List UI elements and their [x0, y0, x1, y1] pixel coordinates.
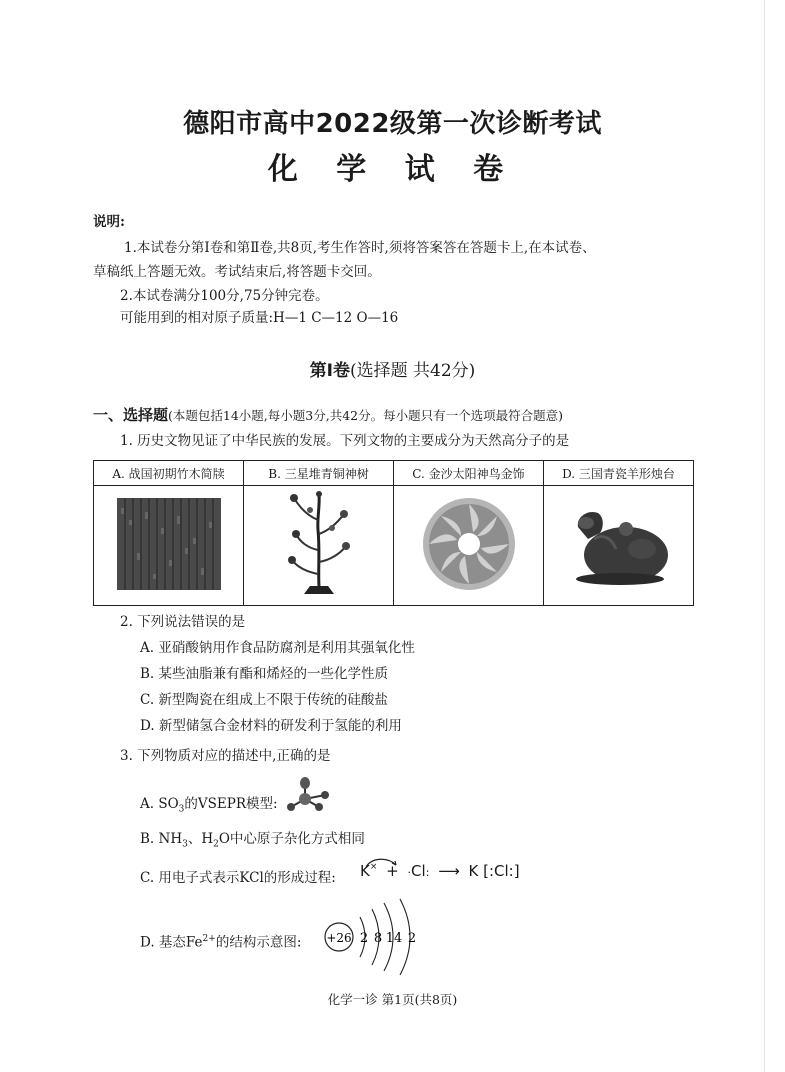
q3-d-text: D. 基态Fe	[140, 934, 203, 951]
q2-option-a: A. 亚硝酸钠用作食品防腐剂是利用其强氧化性	[140, 640, 415, 656]
q3-option-b	[140, 830, 365, 854]
notes-item1-line1: 1.本试卷分第Ⅰ卷和第Ⅱ卷,共8页,考生作答时,须将答案答在答题卡上,在本试卷、	[124, 240, 596, 256]
q3-b-text: B. NH	[140, 831, 183, 847]
page-footer: 化学一诊 第1页(共8页)	[327, 992, 458, 1007]
eq-cl-symbol: Cl	[411, 862, 426, 880]
eq-arrow: ⟶	[438, 862, 460, 880]
eq-k-electron: ×	[369, 862, 378, 872]
q3-a-text-post: 的VSEPR模型:	[184, 796, 278, 812]
q3-a-sub: 3	[178, 804, 185, 815]
q1-option-b-label: B. 三星堆青铜神树	[244, 461, 394, 486]
q2-option-d: D. 新型储氢合金材料的研发利于氢能的利用	[140, 718, 402, 734]
eq-product-k: K	[468, 862, 479, 880]
celadon-ram-image	[564, 499, 674, 589]
q3-d-text-post: 的结构示意图:	[215, 934, 302, 951]
exam-title: 德阳市高中2022级第一次诊断考试	[183, 109, 602, 139]
q3-option-d	[140, 930, 301, 952]
q1-option-d-cell	[544, 486, 694, 606]
eq-plus: +	[386, 862, 399, 880]
shell-3-count: 14	[385, 931, 403, 946]
shell-2-count: 8	[373, 931, 383, 946]
bamboo-slips-image	[117, 498, 221, 590]
q3-d-sup: 2+	[202, 934, 216, 944]
q2-option-c: C. 新型陶瓷在组成上不限于传统的硅酸盐	[140, 692, 388, 708]
part1-header	[93, 406, 563, 425]
section-title	[0, 356, 785, 381]
notes-heading: 说明:	[93, 214, 125, 230]
part1-heading: 一、选择题	[93, 406, 169, 424]
q3-b-text-post: O中心原子杂化方式相同	[218, 831, 365, 847]
nucleus-label: +26	[326, 931, 352, 945]
q3-stem: 3. 下列物质对应的描述中,正确的是	[120, 748, 331, 764]
q1-option-d-label: D. 三国青瓷羊形烛台	[544, 461, 694, 486]
notes-item1-line2: 草稿纸上答题无效。考试结束后,将答题卡交回。	[93, 264, 381, 280]
q1-stem: 1. 历史文物见证了中华民族的发展。下列文物的主要成分为天然高分子的是	[120, 433, 570, 449]
electron-transfer-arrow-icon	[362, 855, 402, 869]
q3-b-sub2: 2	[213, 839, 219, 850]
q3-b-mid: 、H	[187, 831, 214, 847]
so3-vsepr-model-image	[283, 777, 331, 815]
part1-desc: (本题包括14小题,每小题3分,共42分。每小题只有一个选项最符合题意)	[168, 408, 563, 423]
shell-1-count: 2	[359, 931, 369, 946]
eq-cl-dots-left: ·	[407, 866, 412, 879]
eq-k-symbol: K	[360, 862, 370, 880]
eq-cl-dots-right: :	[425, 866, 430, 879]
atomic-mass-line: 可能用到的相对原子质量:H—1 C—12 O—16	[120, 310, 399, 326]
q3-b-sub1: 3	[182, 839, 188, 850]
bronze-tree-image	[274, 490, 364, 598]
q3-option-c: C. 用电子式表示KCl的形成过程:	[140, 870, 336, 886]
q3-option-a	[140, 795, 278, 819]
golden-sunbird-image	[421, 496, 517, 592]
q2-option-b: B. 某些油脂兼有酯和烯烃的一些化学性质	[140, 666, 389, 682]
notes-item2: 2.本试卷满分100分,75分钟完卷。	[120, 288, 329, 304]
q2-stem: 2. 下列说法错误的是	[120, 614, 246, 630]
section-title-bold: 第Ⅰ卷	[309, 361, 350, 381]
q1-option-c-label: C. 金沙太阳神鸟金饰	[394, 461, 544, 486]
q1-option-a-label: A. 战国初期竹木简牍	[94, 461, 244, 486]
q1-option-a-cell	[94, 486, 244, 606]
q1-option-b-cell	[244, 486, 394, 606]
section-title-rest: (选择题 共42分)	[350, 361, 476, 381]
exam-subtitle: 化 学 试 卷	[267, 152, 518, 187]
q3-a-text: A. SO	[140, 796, 179, 812]
shell-4-count: 2	[407, 931, 417, 946]
q1-options-table	[93, 460, 694, 606]
eq-product-cl: [:Cl:]	[483, 862, 520, 880]
q1-option-c-cell	[394, 486, 544, 606]
fe2-structure-diagram	[320, 895, 430, 980]
